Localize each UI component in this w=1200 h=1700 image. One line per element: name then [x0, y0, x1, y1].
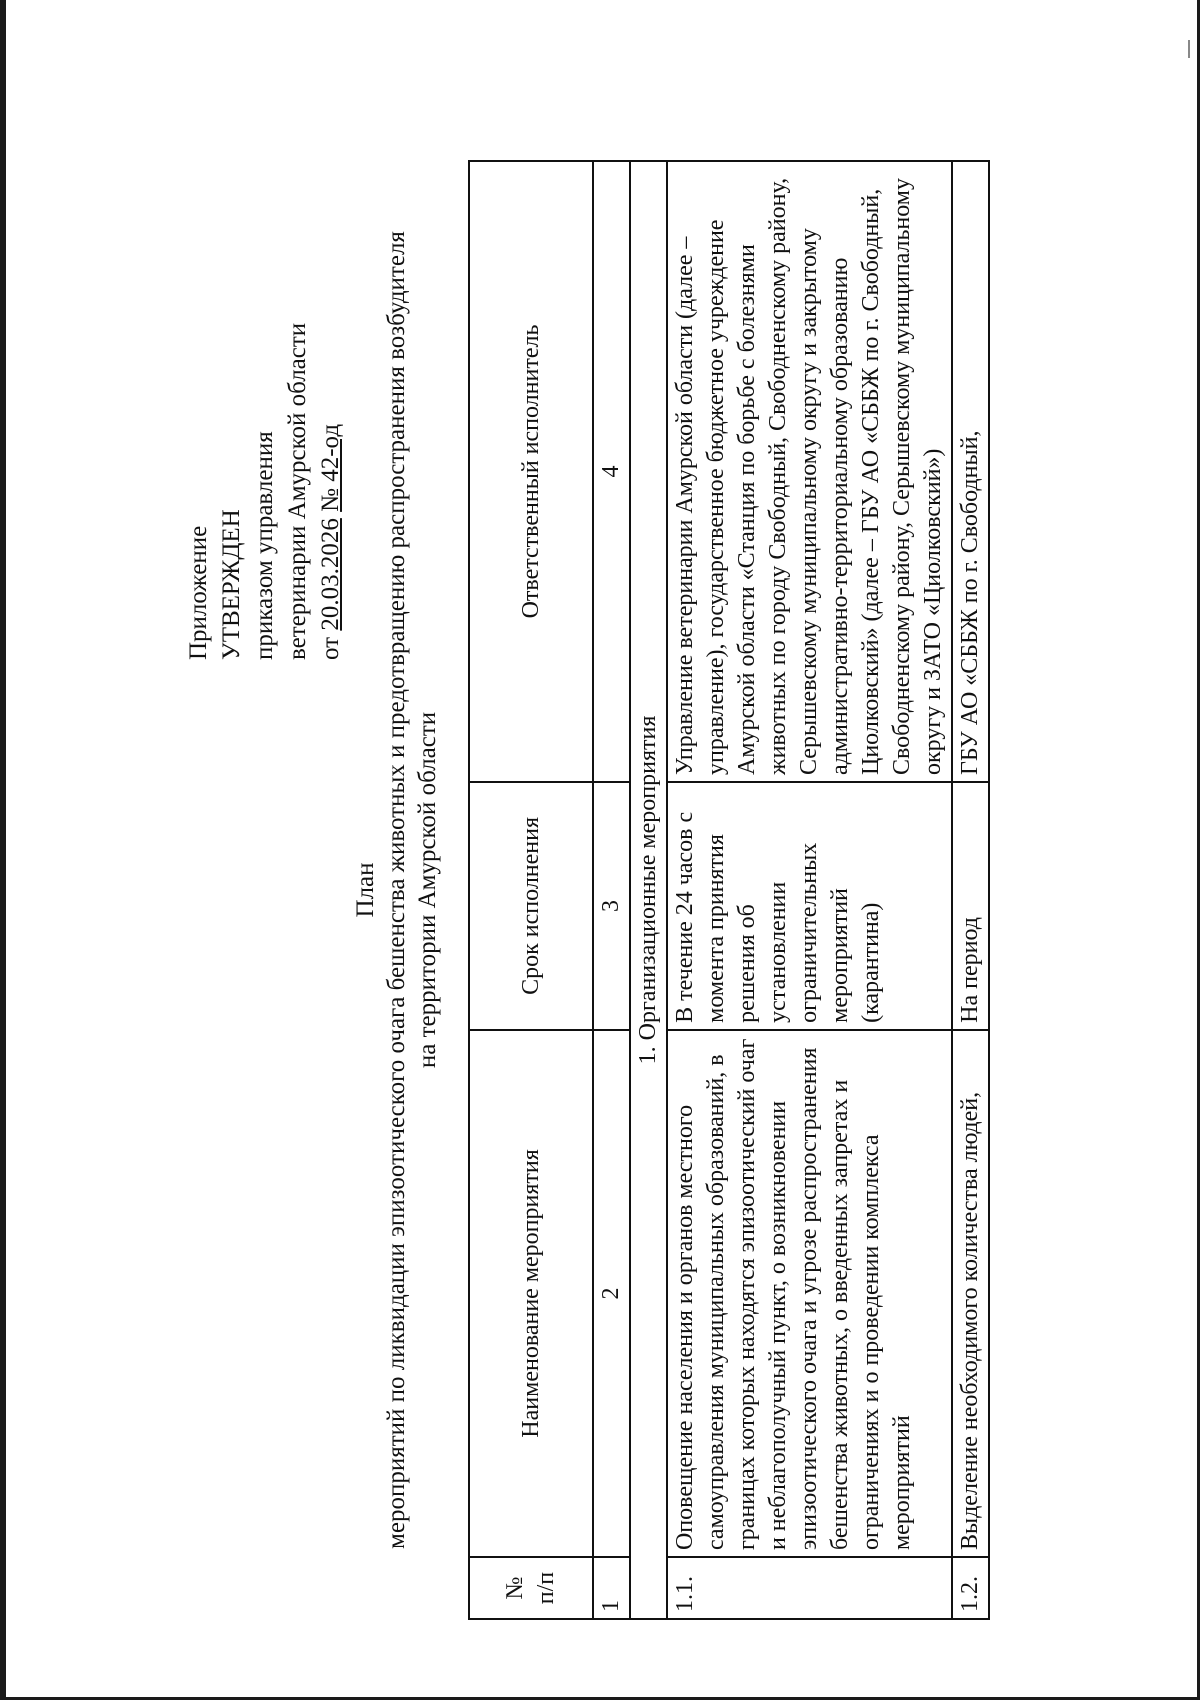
- title-line-1: мероприятий по ликвидации эпизоотического очага бешенства животных и предотвращению распространения возбудителя: [383, 231, 410, 1549]
- row-executor: ГБУ АО «СББЖ по г. Свободный,: [952, 161, 989, 782]
- approval-approved: УТВЕРЖДЕН: [218, 509, 245, 660]
- col-num-1: 1: [593, 1557, 630, 1619]
- row-executor: Управление ветеринарии Амурской области (далее – управление), государственное бюджетное учреждение Амурской области «Станция по борьбе с болезнями животных по городу Свободный, Свободненскому району, Серышевскому муниципальному округу и закрытому административно-территориальному образованию Циолковский» (далее – ГБУ АО «СББЖ по г. Свободный, Свободненскому району, Серышевскому муниципальному округу и ЗАТО «Циолковский»): [667, 161, 952, 782]
- section-title: 1. Организационные мероприятия: [630, 161, 667, 1619]
- approval-block: [182, 200, 347, 660]
- approval-date-prefix: от: [317, 630, 344, 660]
- document-title: [350, 160, 443, 1620]
- approval-date: 20.03.2026: [317, 518, 344, 631]
- section-row: [630, 161, 667, 1619]
- col-num-3: 3: [593, 782, 630, 1030]
- table-row: [667, 161, 952, 1619]
- scan-edge-left: [0, 0, 6, 1700]
- header-executor: Ответственный исполнитель: [469, 161, 593, 782]
- header-name: Наименование мероприятия: [469, 1030, 593, 1557]
- approval-date-line: [314, 200, 347, 660]
- header-term: Срок исполнения: [469, 782, 593, 1030]
- table-header-row: [469, 161, 593, 1619]
- row-name: Выделение необходимого количества людей,: [952, 1030, 989, 1557]
- document-page: [50, 100, 1150, 1680]
- approval-order: приказом управления: [251, 431, 278, 660]
- column-number-row: [593, 161, 630, 1619]
- row-number: 1.2.: [952, 1557, 989, 1619]
- plan-table: [468, 160, 990, 1620]
- title-line-2: на территории Амурской области: [414, 711, 441, 1069]
- row-number: 1.1.: [667, 1557, 952, 1619]
- row-term: В течение 24 часов с момента принятия решения об установлении ограничительных мероприятий (карантина): [667, 782, 952, 1030]
- approval-number: № 42-од: [317, 423, 344, 512]
- col-num-2: 2: [593, 1030, 630, 1557]
- row-name: Оповещение населения и органов местного самоуправления муниципальных образований, в границах которых находятся эпизоотический очаг и неблагополучный пункт, о возникновении эпизоотического очага и угрозе распространения бешенства животных, о введенных запретах и ограничениях и о проведении комплекса мероприятий: [667, 1030, 952, 1557]
- table-row: [952, 161, 989, 1619]
- scan-mark: [1188, 40, 1190, 58]
- approval-authority: ветеринарии Амурской области: [284, 322, 311, 660]
- header-number: № п/п: [469, 1557, 593, 1619]
- row-term: На период: [952, 782, 989, 1030]
- col-num-4: 4: [593, 161, 630, 782]
- approval-appendix: Приложение: [185, 525, 212, 660]
- title-heading: План: [352, 862, 379, 918]
